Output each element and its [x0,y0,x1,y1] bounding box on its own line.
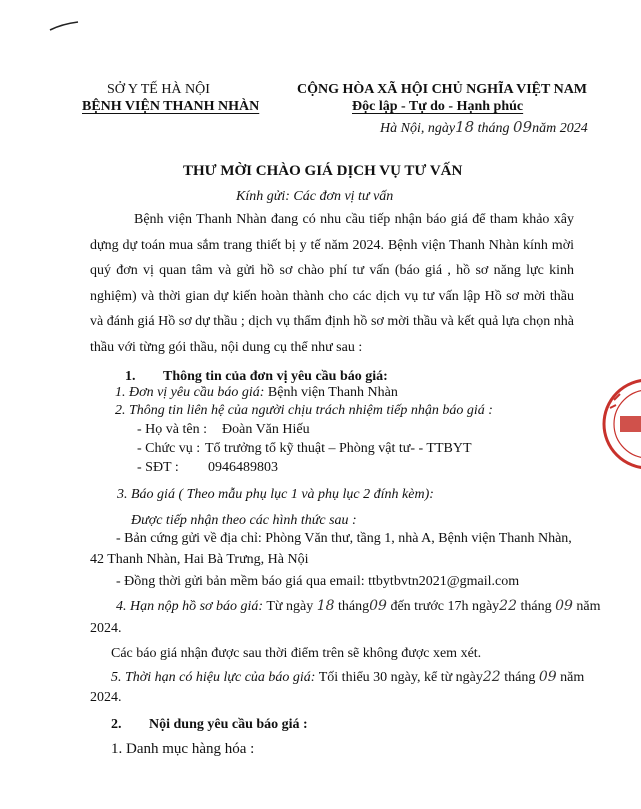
deadline-label: 4. Hạn nộp hồ sơ báo giá: [116,599,264,614]
contact-position-value: Tổ trưởng tổ kỹ thuật – Phòng vật tư- - TTBYT [205,441,472,456]
receive-forms-line: Được tiếp nhận theo các hình thức sau : [131,513,357,528]
deadline-from-month: 09 [369,598,387,614]
deadline-from-day: 18 [316,598,335,614]
deadline-to: đến trước 17h ngày [390,599,500,614]
contact-phone-label: - SĐT : [137,460,179,475]
section1-number: 1. [125,369,136,384]
validity-line [111,669,584,686]
validity-year: 2024. [90,690,122,705]
requester-value: Bệnh viện Thanh Nhàn [267,385,398,400]
header-agency: SỞ Y TẾ HÀ NỘI [107,82,210,97]
validity-label: 5. Thời hạn có hiệu lực của báo giá: [111,670,316,685]
soft-copy-text: - Đồng thời gửi bản mềm báo giá qua email: ttbytbvtn2021@gmail.com [116,574,520,589]
date-prefix: Hà Nội, ngày [380,121,456,136]
deadline-line [116,598,601,615]
deadline-from: Từ ngày [266,599,314,614]
contact-phone-value: 0946489803 [208,460,278,475]
header-nation: CỘNG HÒA XÃ HỘI CHỦ NGHĨA VIỆT NAM [297,82,588,97]
contact-name-label: - Họ và tên : [137,422,207,437]
late-note: Các báo giá nhận được sau thời điểm trên sẽ không được xem xét. [111,646,482,661]
date-day: 18 [455,118,475,136]
date-year: năm 2024 [532,121,588,136]
deadline-to-month-label: tháng [520,599,552,614]
contact-heading: 2. Thông tin liên hệ của người chịu trách nhiệm tiếp nhận báo giá : [115,403,493,418]
validity-year-label: năm [560,670,585,685]
contact-position-label: - Chức vụ : [137,441,201,456]
date-month-label: tháng [477,121,510,136]
header-motto: Độc lập - Tự do - Hạnh phúc [352,99,524,114]
hard-copy-paragraph: - Bản cứng gửi về địa chỉ: Phòng Văn thư, tầng 1, nhà A, Bệnh viện Thanh Nhàn, 42 Thanh Nhàn, Hai Bà Trưng, Hà Nội [90,531,572,567]
page-title: THƯ MỜI CHÀO GIÁ DỊCH VỤ TƯ VẤN [183,163,463,179]
validity-day: 22 [482,669,501,685]
requester-line [115,385,398,401]
requester-label: 1. Đơn vị yêu cầu báo giá: [115,385,265,400]
deadline-to-month: 09 [555,598,573,614]
document-date [380,118,588,137]
salutation: Kính gửi: Các đơn vị tư vấn [236,189,394,204]
validity-month-label: tháng [504,670,536,685]
intro-paragraph: Bệnh viện Thanh Nhàn đang có nhu cầu tiếp nhận báo giá để tham khảo xây dựng dự toán mua sắm trang thiết bị y tế năm 2024. Bệnh viện Thanh Nhàn kính mời quý đơn vị quan tâm và gửi hồ sơ chào phí tư vấn (báo giá , hồ sơ năng lực kinh nghiệm) và thời gian dự kiến hoàn thành cho các dịch vụ tư vấn lập Hồ sơ mời thầu và đánh giá Hồ sơ dự thầu ; dịch vụ thẩm định hồ sơ mời thầu và kết quả lựa chọn nhà thầu với từng gói thầu, nội dung cụ thể như sau : [90,212,574,355]
quote-form-line: 3. Báo giá ( Theo mẫu phụ lục 1 và phụ lục 2 đính kèm): [117,487,434,502]
date-month: 09 [513,118,533,136]
header-hospital: BỆNH VIỆN THANH NHÀN [82,99,260,114]
deadline-month-label: tháng [338,599,370,614]
section2-heading: Nội dung yêu cầu báo giá : [149,717,308,732]
deadline-year-label: năm [576,599,601,614]
validity-month: 09 [538,669,557,685]
validity-value: Tối thiểu 30 ngày, kể từ ngày [318,670,483,685]
deadline-to-day: 22 [499,598,517,614]
section2-number: 2. [111,717,122,732]
goods-list-heading: 1. Danh mục hàng hóa : [111,741,255,757]
red-stamp-partial [590,372,641,476]
contact-name-value: Đoàn Văn Hiếu [222,422,310,437]
soft-copy-line [116,574,519,590]
pen-stroke-mark [48,18,80,34]
deadline-year: 2024. [90,621,122,636]
section1-heading: Thông tin của đơn vị yêu cầu báo giá: [163,369,388,384]
